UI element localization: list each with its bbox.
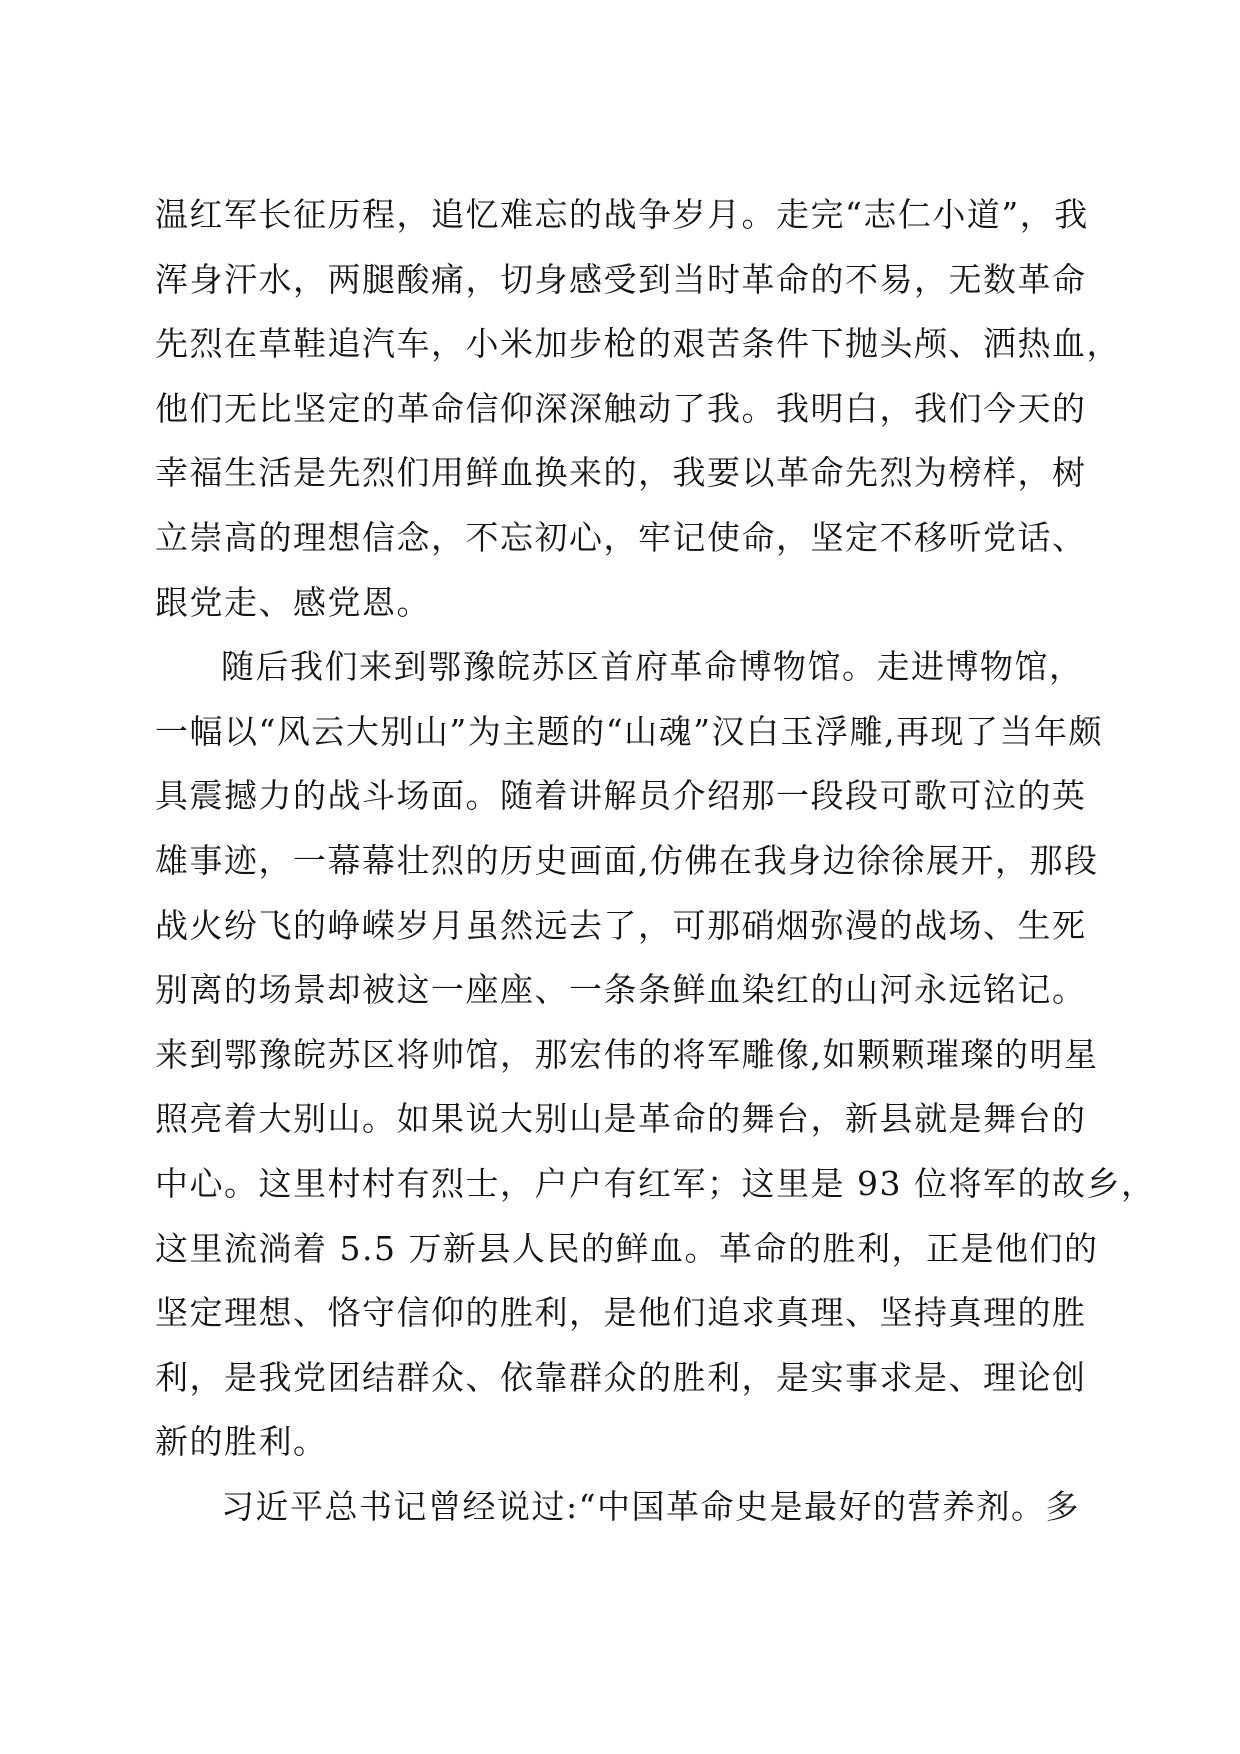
text-line: 一幅以“风云大别山”为主题的“山魂”汉白玉浮雕,再现了当年颇 [155, 711, 1103, 751]
text-line: 跟党走、感党恩。 [155, 582, 431, 622]
text-line: 温红军长征历程，追忆难忘的战争岁月。走完“志仁小道”，我 [155, 195, 1089, 234]
text-line: 他们无比坚定的革命信仰深深触动了我。我明白，我们今天的 [155, 388, 1087, 428]
text-line: 雄事迹，一幕幕壮烈的历史画面,仿佛在我身边徐徐展开，那段 [155, 840, 1099, 880]
text-line: 浑身汗水，两腿酸痛，切身感受到当时革命的不易，无数革命 [155, 259, 1087, 299]
text-line: 幸福生活是先烈们用鲜血换来的，我要以革命先烈为榜样，树 [155, 453, 1087, 493]
paragraph-start-line: 随后我们来到鄂豫皖苏区首府革命博物馆。走进博物馆， [221, 647, 1084, 687]
text-line: 来到鄂豫皖苏区将帅馆，那宏伟的将军雕像,如颗颗璀璨的明星 [155, 1034, 1099, 1074]
text-line: 照亮着大别山。如果说大别山是革命的舞台，新县就是舞台的 [155, 1099, 1087, 1139]
text-line: 这里流淌着 5.5 万新县人民的鲜血。革命的胜利，正是他们的 [155, 1228, 1099, 1268]
text-line: 利，是我党团结群众、依靠群众的胜利，是实事求是、理论创 [155, 1357, 1087, 1397]
text-line: 别离的场景却被这一座座、一条条鲜血染红的山河永远铭记。 [155, 970, 1087, 1010]
text-line: 战火纷飞的峥嵘岁月虽然远去了，可那硝烟弥漫的战场、生死 [155, 905, 1087, 945]
text-line: 先烈在草鞋追汽车，小米加步枪的艰苦条件下抛头颅、洒热血， [155, 324, 1121, 364]
text-line: 具震撼力的战斗场面。随着讲解员介绍那一段段可歌可泣的英 [155, 776, 1087, 816]
text-line: 新的胜利。 [155, 1422, 328, 1462]
text-line: 坚定理想、恪守信仰的胜利，是他们追求真理、坚持真理的胜 [155, 1293, 1087, 1333]
paragraph-start-line: 习近平总书记曾经说过:“中国革命史是最好的营养剂。多 [221, 1486, 1080, 1526]
document-body-text [155, 183, 1156, 1539]
text-line: 中心。这里村村有烈士，户户有红军；这里是 93 位将军的故乡， [155, 1163, 1156, 1203]
text-line: 立崇高的理想信念，不忘初心，牢记使命，坚定不移听党话、 [155, 517, 1087, 557]
